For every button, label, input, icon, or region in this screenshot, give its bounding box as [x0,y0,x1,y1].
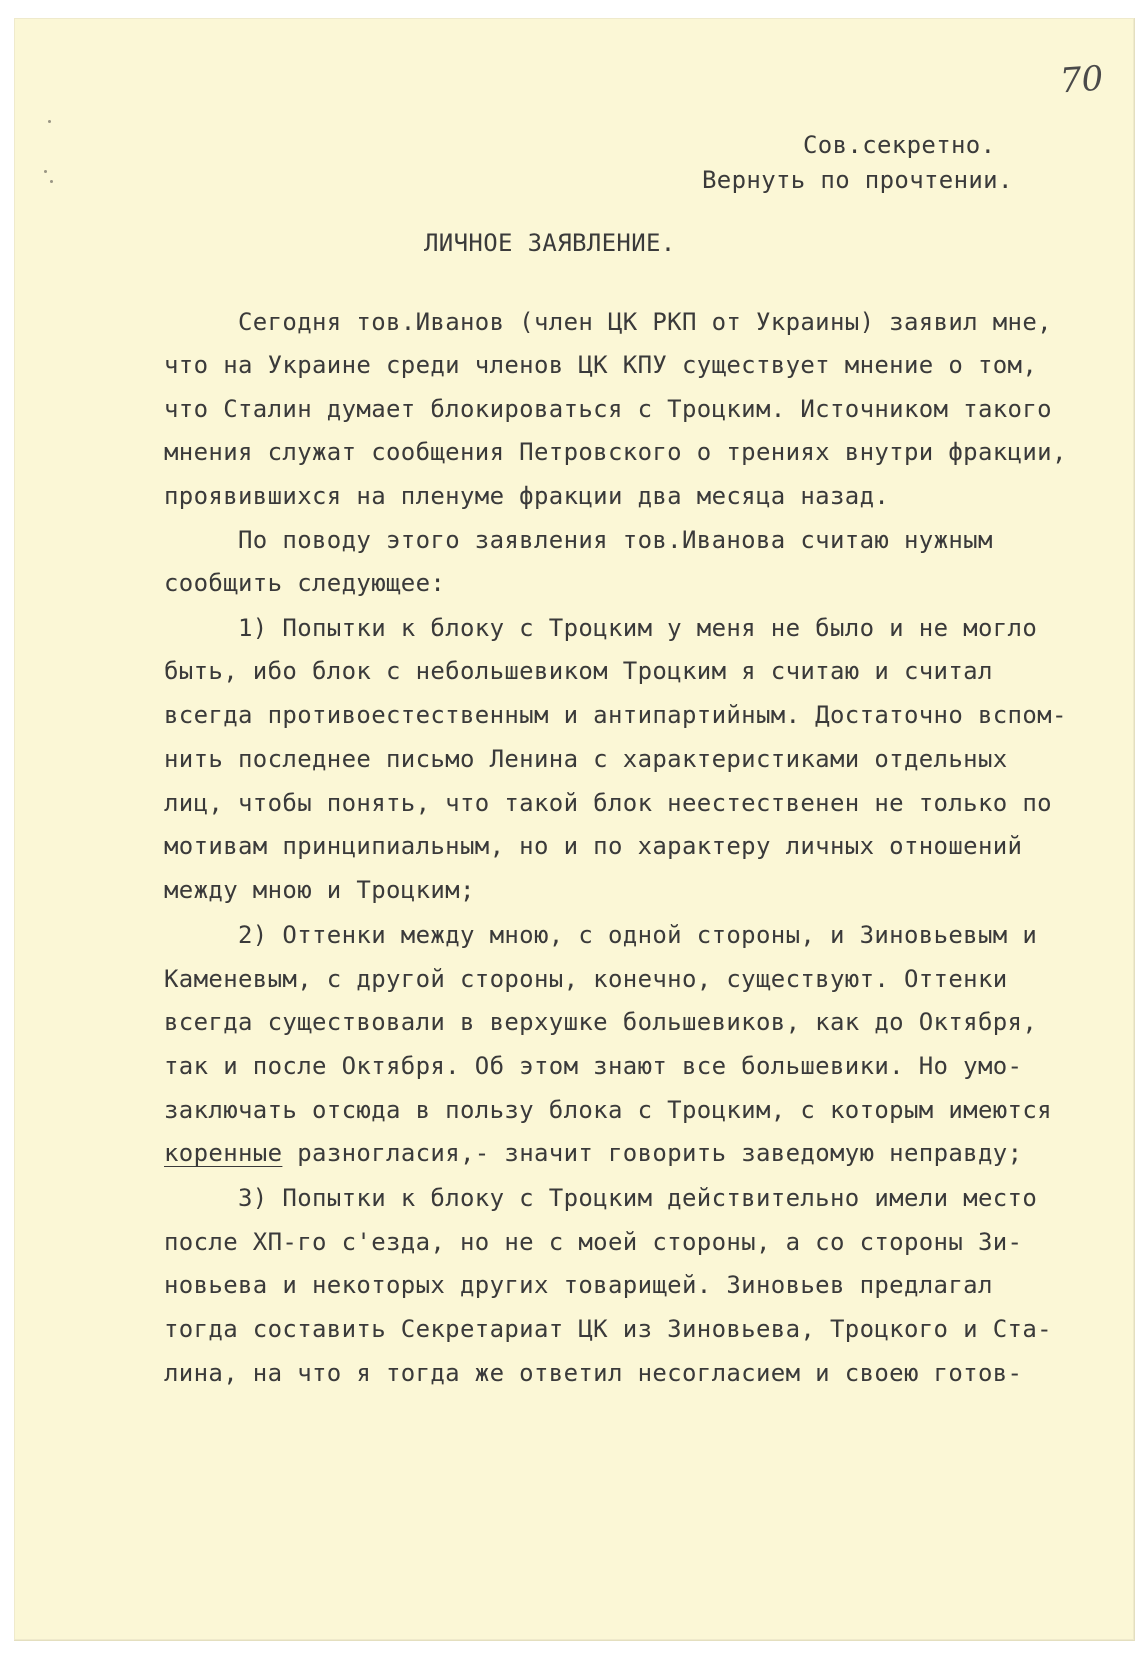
body-line: Сегодня тов.Иванов (член ЦК РКП от Украины) заявил мне, [238,308,1052,336]
body-line-rest: разногласия,- значит говорить заведомую неправду; [297,1139,1023,1167]
body-line: лина, на что я тогда же ответил несогласием и своею готов- [164,1359,1023,1387]
body-line: быть, ибо блок с небольшевиком Троцким я считаю и считал [164,657,993,685]
body-line: мнения служат сообщения Петровского о трениях внутри фракции, [164,438,1067,466]
body-line-with-underline [164,1138,1022,1168]
body-line: 1) Попытки к блоку с Троцким у меня не было и не могло [238,614,1038,642]
body-line: новьева и некоторых других товарищей. Зиновьев предлагал [164,1271,993,1299]
document-title: ЛИЧНОЕ ЗАЯВЛЕНИЕ. [424,229,676,257]
body-line: между мною и Троцким; [164,876,475,904]
body-line: лиц, чтобы понять, что такой блок неестественен не только по [164,789,1052,817]
underlined-word: коренные [164,1139,283,1167]
body-line: нить последнее письмо Ленина с характеристиками отдельных [164,745,1008,773]
body-line: проявившихся на пленуме фракции два месяца назад. [164,482,890,510]
paper-speck [48,120,51,123]
paper-speck [50,180,53,183]
body-line: Каменевым, с другой стороны, конечно, существуют. Оттенки [164,965,1008,993]
body-line: после ХП-го с'езда, но не с моей стороны, а со стороны Зи- [164,1228,1023,1256]
body-line: 2) Оттенки между мною, с одной стороны, и Зиновьевым и [238,921,1038,949]
body-line: тогда составить Секретариат ЦК из Зиновьева, Троцкого и Ста- [164,1315,1052,1343]
body-line: мотивам принципиальным, но и по характеру личных отношений [164,832,1023,860]
body-line: По поводу этого заявления тов.Иванова считаю нужным [238,526,993,554]
page-number: 70 [1058,58,1105,102]
document-page [14,18,1135,1641]
body-line: заключать отсюда в пользу блока с Троцким, с которым имеются [164,1096,1052,1124]
body-line: всегда существовали в верхушке большевиков, как до Октября, [164,1008,1038,1036]
body-line: что на Украине среди членов ЦК КПУ существует мнение о том, [164,351,1038,379]
body-line: всегда противоестественным и антипартийным. Достаточно вспом- [164,701,1067,729]
classification-line-2: Вернуть по прочтении. [702,166,1013,194]
body-line: сообщить следующее: [164,569,446,597]
classification-line-1: Сов.секретно. [803,131,996,159]
body-line: что Сталин думает блокироваться с Троцким. Источником такого [164,395,1052,423]
body-line: так и после Октября. Об этом знают все большевики. Но умо- [164,1052,1023,1080]
body-line: 3) Попытки к блоку с Троцким действительно имели место [238,1184,1038,1212]
paper-speck [44,170,47,173]
